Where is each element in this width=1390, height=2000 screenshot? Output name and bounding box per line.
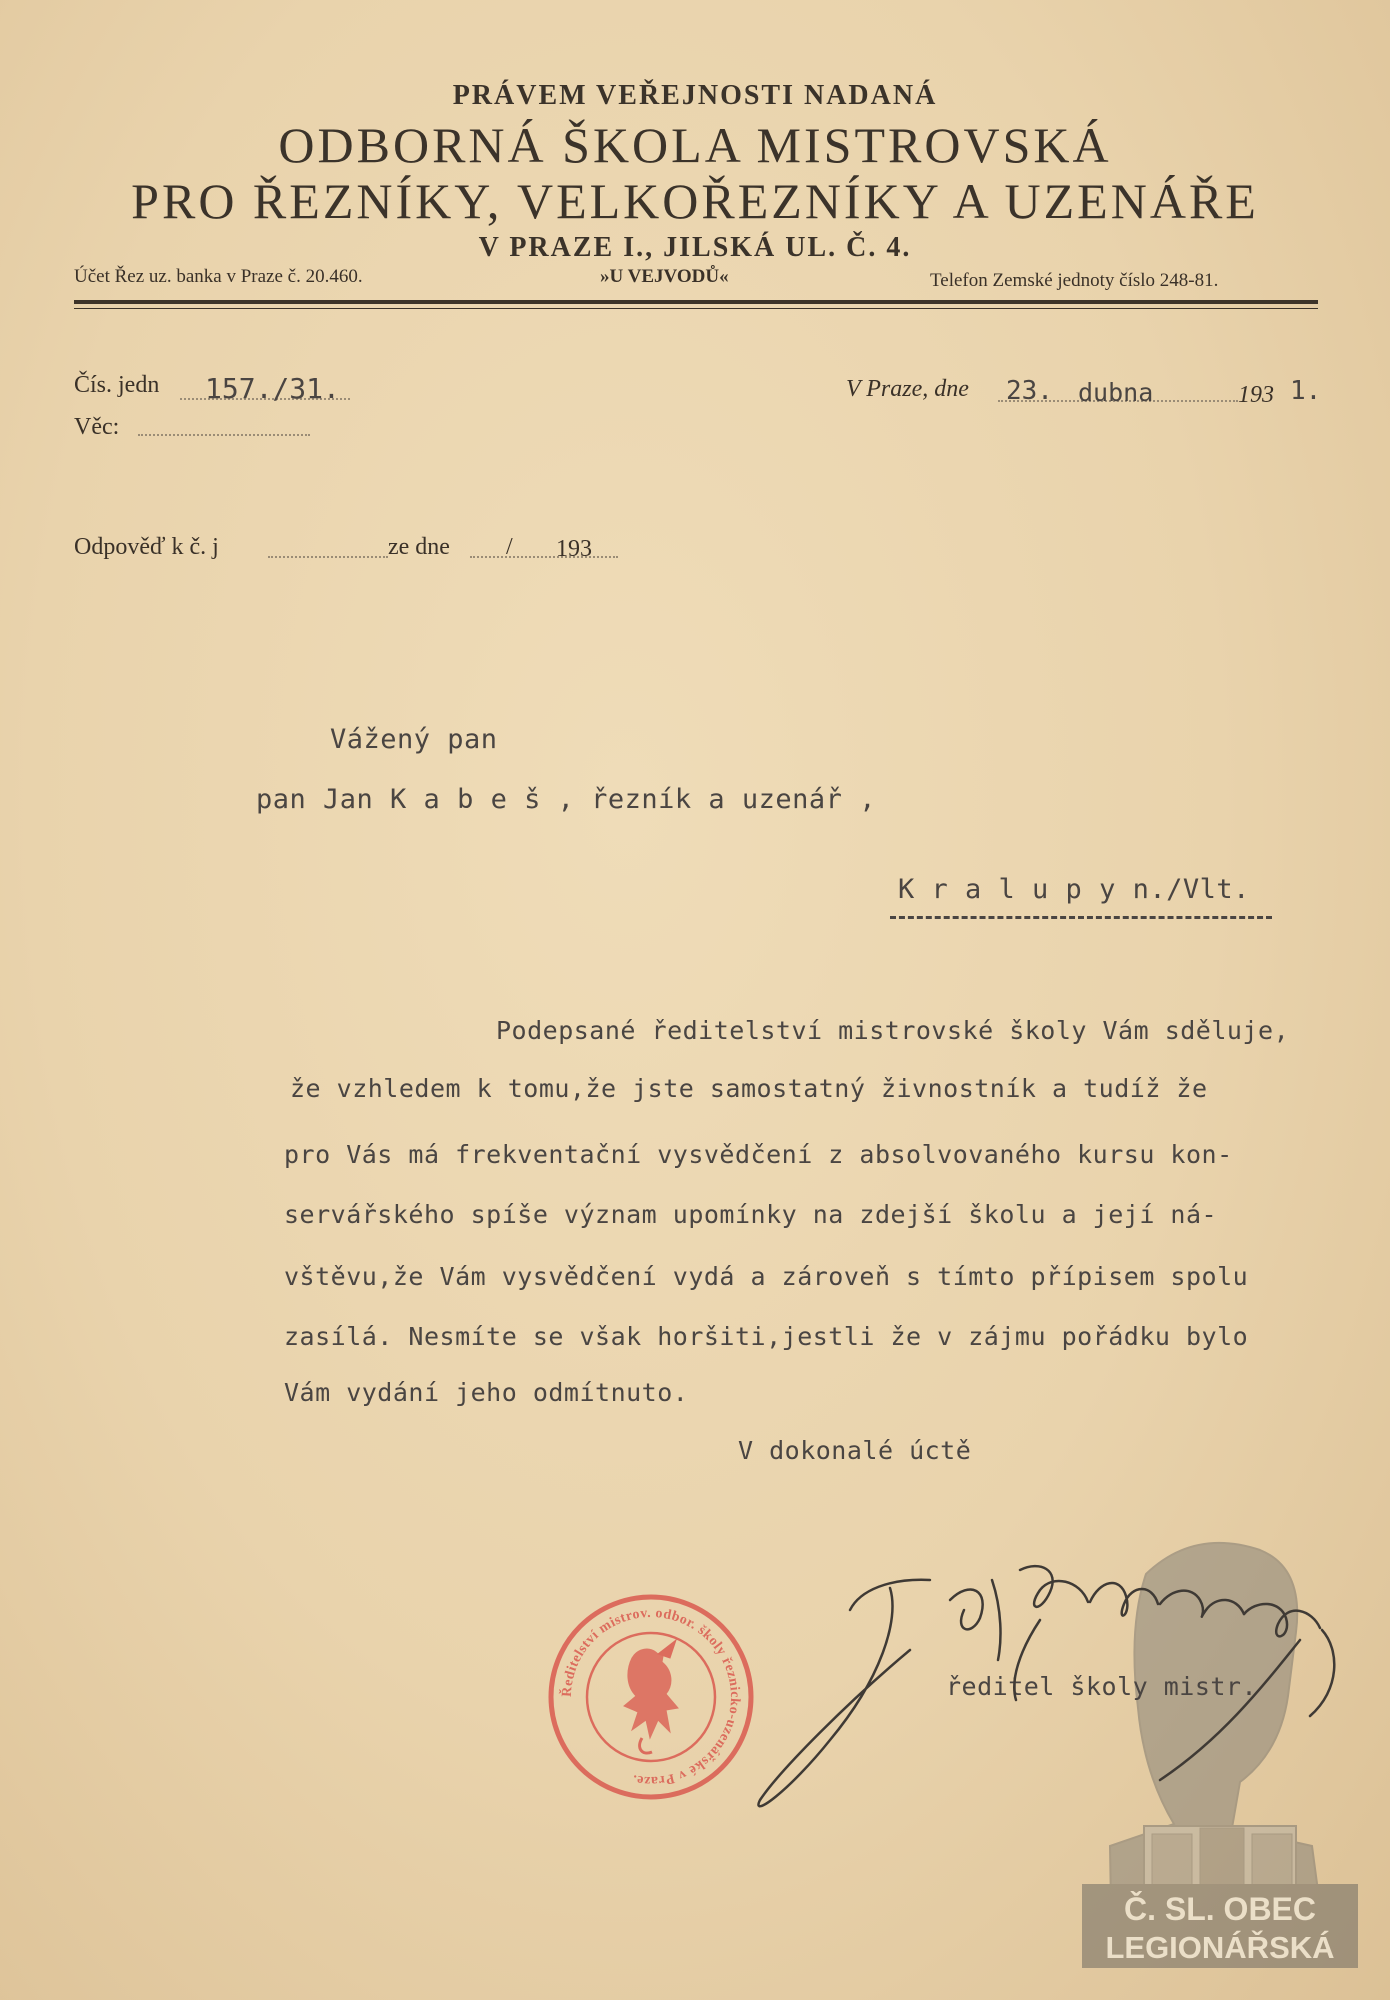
- reply-date-dots: [470, 556, 618, 558]
- watermark-line2: LEGIONÁŘSKÁ: [1105, 1930, 1335, 1965]
- body-line: zasílá. Nesmíte se však horšiti,jestli že v zájmu pořádku bylo: [284, 1322, 1249, 1351]
- letterhead-authority: PRÁVEM VEŘEJNOSTI NADANÁ: [452, 80, 938, 111]
- reference-number-value: 157./31.: [205, 372, 340, 405]
- letterhead-address: V PRAZE I., JILSKÁ UL. Č. 4.: [478, 232, 912, 263]
- date-month: dubna: [1078, 378, 1154, 407]
- reply-date-year: 193: [556, 536, 592, 562]
- closing-phrase: V dokonalé úctě: [738, 1436, 972, 1465]
- body-line: Podepsané ředitelství mistrovské školy Vám sděluje,: [496, 1016, 1290, 1045]
- letterhead-house-name: »U VEJVODŮ«: [600, 266, 729, 287]
- body-line: vštěvu,že Vám vysvědčení vydá a zároveň s tímto přípisem spolu: [284, 1262, 1249, 1291]
- body-line: že vzhledem k tomu,že jste samostatný živnostník a tudíž že: [290, 1074, 1208, 1103]
- place-date-label: V Praze, dne: [846, 376, 969, 402]
- body-line: pro Vás má frekventační vysvědčení z absolvovaného kursu kon-: [284, 1140, 1233, 1169]
- reply-date-slash: /: [506, 534, 513, 560]
- date-year-suffix: 1.: [1290, 376, 1322, 406]
- city-underline: [890, 916, 1272, 919]
- letterhead-bank-account: Účet Řez uz. banka v Praze č. 20.460.: [74, 266, 363, 287]
- stamp-ring-text: Ředitelství mistrov. odbor. školy řeznicko-uzenářské v Praze.: [559, 1605, 743, 1789]
- date-year-prefix: 193: [1238, 382, 1274, 408]
- signatory-title: ředitel školy mistr.: [946, 1672, 1258, 1701]
- salutation: Vážený pan: [330, 724, 498, 755]
- reference-number-label: Čís. jedn: [74, 372, 160, 398]
- letterhead-rule-thick: [74, 300, 1318, 304]
- official-stamp-icon: [546, 1592, 756, 1802]
- reply-reference-label: Odpověď k č. j: [74, 534, 219, 560]
- date-day: 23.: [1006, 376, 1053, 406]
- letterhead-school-subtitle: PRO ŘEZNÍKY, VELKOŘEZNÍKY A UZENÁŘE: [131, 173, 1259, 229]
- body-line: servářského spíše význam upomínky na zdejší školu a její ná-: [284, 1200, 1218, 1229]
- reply-reference-dots: [268, 556, 388, 558]
- letterhead-phone: Telefon Zemské jednoty číslo 248-81.: [930, 270, 1219, 291]
- reply-date-label: ze dne: [388, 534, 450, 560]
- addressee-name: pan Jan K a b e š , řezník a uzenář ,: [256, 784, 876, 815]
- letterhead-rule-thin: [74, 308, 1318, 309]
- watermark-line1: Č. SL. OBEC: [1123, 1891, 1317, 1927]
- handwritten-signature-icon: [740, 1540, 1380, 1840]
- addressee-city: K r a l u p y n./Vlt.: [898, 874, 1250, 905]
- letterhead-school-name: ODBORNÁ ŠKOLA MISTROVSKÁ: [278, 117, 1112, 173]
- subject-dots: [138, 434, 310, 436]
- subject-label: Věc:: [74, 414, 120, 440]
- body-line: Vám vydání jeho odmítnuto.: [284, 1378, 689, 1407]
